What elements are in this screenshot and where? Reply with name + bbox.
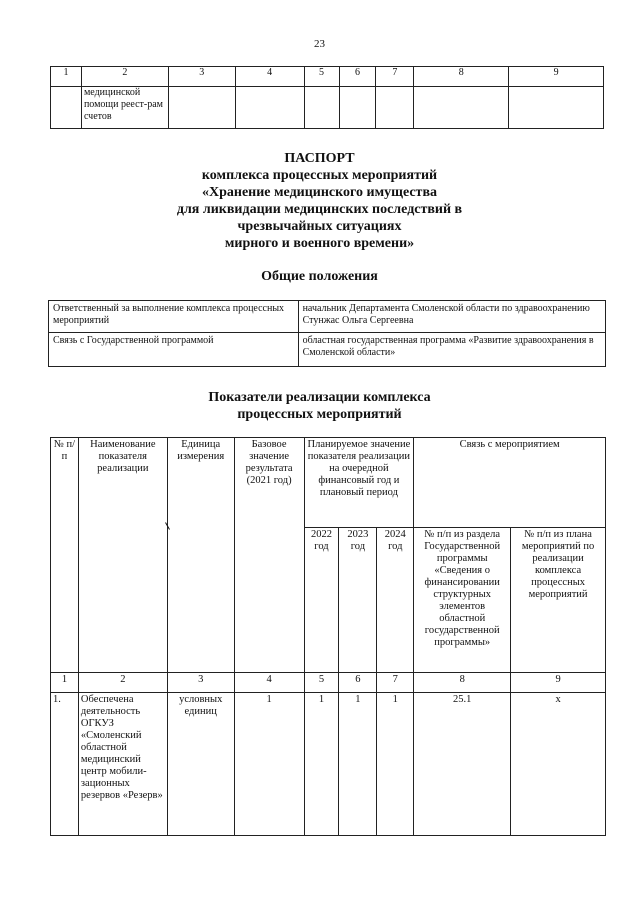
col-8-number: 8 [414,673,511,693]
row-num: 1. [51,693,79,836]
general-value: областная государственная программа «Развитие здравоохранения в Смоленской области» [298,333,605,367]
continued-table-row [51,87,604,129]
row-unit: условных единиц [167,693,234,836]
passport-subtitle-1: комплекса процессных мероприятий [201,168,438,183]
general-table [48,300,606,367]
continued-table-header [51,67,604,87]
header-num: № п/п [51,438,79,673]
header-year-2024: 2024 год [377,528,414,673]
page-number: 23 [314,38,325,50]
col-7-number: 7 [377,673,414,693]
header-name: Наименование показателя реализации [78,438,167,673]
col-9-number: 9 [511,673,606,693]
col-2-number: 2 [78,673,167,693]
passport-subtitle-4: чрезвычайных ситуациях [237,219,402,234]
indicators-heading: Показатели реализации комплекса [208,390,431,405]
passport-subtitle-5: мирного и военного времени» [224,236,415,251]
col-4-number: 4 [235,67,304,87]
col-6-number: 6 [339,673,377,693]
general-label: Связь с Государственной программой [49,333,299,367]
col-9-number: 9 [509,67,604,87]
continued-row-text: медицинской помощи реест-рам счетов [81,87,168,129]
row-name: Обеспечена деятельность ОГКУЗ «Смоленский областной медицинский центр мобили-зационных резервов «Резерв» [78,693,167,836]
row-state-ref: 25.1 [414,693,511,836]
general-row-program [49,333,606,367]
column-number-row [51,673,606,693]
header-base: Базовое значение результата (2021 год) [234,438,304,673]
general-label: Ответственный за выполнение комплекса процессных мероприятий [49,301,299,333]
col-6-number: 6 [339,67,376,87]
table-row [51,693,606,836]
header-year-2023: 2023 год [339,528,377,673]
indicators-table [50,437,606,836]
header-link-plan: № п/п из плана мероприятий по реализации комплекса процессных мероприятий [511,528,606,673]
col-5-number: 5 [304,67,339,87]
header-year-2022: 2022 год [304,528,339,673]
header-link-state: № п/п из раздела Государственной программы «Сведения о финансировании структурных элементов областной государственной программы» [414,528,511,673]
col-4-number: 4 [234,673,304,693]
indicators-header-row [51,438,606,528]
col-1-number: 1 [51,67,82,87]
passport-subtitle-3: для ликвидации медицинских последствий в [176,202,463,217]
general-heading: Общие положения [261,269,378,284]
col-5-number: 5 [304,673,339,693]
passport-subtitle-2: «Хранение медицинского имущества [202,185,437,200]
row-base: 1 [234,693,304,836]
header-unit: Единица измерения [167,438,234,673]
col-8-number: 8 [414,67,509,87]
col-3-number: 3 [168,67,235,87]
row-2022: 1 [304,693,339,836]
row-2023: 1 [339,693,377,836]
continued-table [50,66,604,129]
col-2-number: 2 [81,67,168,87]
col-1-number: 1 [51,673,79,693]
header-link: Связь с мероприятием [414,438,606,528]
general-row-responsible [49,301,606,333]
row-plan-ref: х [511,693,606,836]
indicators-subheading: процессных мероприятий [237,407,402,422]
header-plan: Планируемое значение показателя реализации на очередной финансовый год и плановый период [304,438,414,528]
general-value: начальник Департамента Смоленской области по здравоохранению Стунжас Ольга Сергеевна [298,301,605,333]
passport-title: ПАСПОРТ [284,151,355,166]
row-2024: 1 [377,693,414,836]
col-7-number: 7 [376,67,414,87]
col-3-number: 3 [167,673,234,693]
